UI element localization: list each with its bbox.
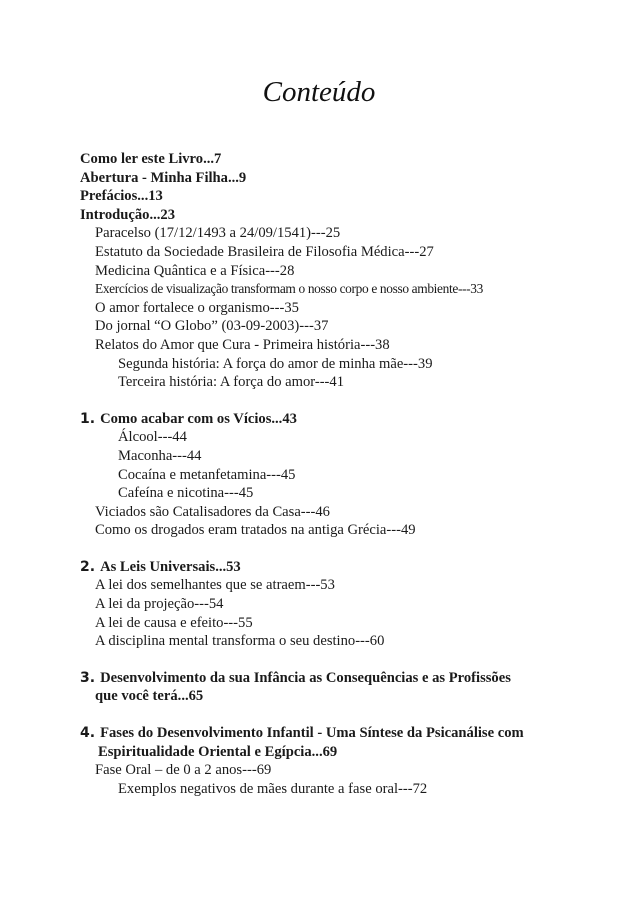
chapter-3-heading (80, 669, 600, 688)
toc-subentry: Como os drogados eram tratados na antiga Grécia---49 (95, 522, 416, 539)
chapter-number: 4. (80, 725, 96, 742)
toc-subentry: Estatuto da Sociedade Brasileira de Filosofia Médica---27 (95, 243, 434, 260)
toc-entry-opening: Abertura - Minha Filha...9 (80, 169, 247, 186)
toc-subentry: Relatos do Amor que Cura - Primeira história---38 (95, 336, 390, 353)
chapter-number: 3. (80, 669, 96, 686)
toc-subentry: Viciados são Catalisadores da Casa---46 (95, 503, 330, 520)
toc-subentry: Do jornal “O Globo” (03-09-2003)---37 (95, 318, 329, 335)
toc-subsubentry: Exemplos negativos de mães durante a fase oral---72 (118, 780, 428, 797)
toc-subsubentry: Cocaína e metanfetamina---45 (118, 466, 296, 483)
toc-subentry: Medicina Quântica e a Física---28 (95, 262, 295, 279)
page-title: Conteúdo (262, 76, 376, 108)
toc-subentry: A lei dos semelhantes que se atraem---53 (95, 577, 335, 594)
toc-subentry: A lei de causa e efeito---55 (95, 614, 253, 631)
chapter-3-title-continuation: que você terá...65 (95, 688, 204, 705)
toc-subentry: A disciplina mental transforma o seu destino---60 (95, 633, 385, 650)
chapter-title: Como acabar com os Vícios...43 (100, 410, 297, 427)
chapter-title: Fases do Desenvolvimento Infantil - Uma Síntese da Psicanálise com (100, 725, 524, 742)
toc-subentry: O amor fortalece o organismo---35 (95, 299, 299, 316)
chapter-number: 1. (80, 410, 96, 427)
chapter-number: 2. (80, 558, 96, 575)
toc-subsubentry: Maconha---44 (118, 447, 202, 464)
table-of-contents (80, 150, 600, 798)
toc-subsubentry: Segunda história: A força do amor de minha mãe---39 (118, 355, 433, 372)
toc-subsubentry: Terceira história: A força do amor---41 (118, 374, 345, 391)
toc-subsubentry: Cafeína e nicotina---45 (118, 485, 254, 502)
toc-subentry: Exercícios de visualização transformam o nosso corpo e nosso ambiente---33 (95, 281, 483, 297)
chapter-title: As Leis Universais...53 (100, 558, 241, 575)
toc-subentry: Fase Oral – de 0 a 2 anos---69 (95, 762, 272, 779)
chapter-1-heading (80, 410, 600, 429)
chapter-4-heading (80, 724, 600, 743)
toc-entry-introduction: Introdução...23 (80, 206, 176, 223)
chapter-2-heading (80, 558, 600, 577)
toc-subentry: A lei da projeção---54 (95, 596, 224, 613)
chapter-4-title-continuation: Espiritualidade Oriental e Egípcia...69 (98, 743, 338, 760)
toc-entry-prefaces: Prefácios...13 (80, 188, 163, 205)
toc-entry-how-to-read: Como ler este Livro...7 (80, 151, 222, 167)
toc-subentry: Paracelso (17/12/1493 a 24/09/1541)---25 (95, 225, 341, 242)
toc-subsubentry: Álcool---44 (118, 429, 187, 446)
chapter-title: Desenvolvimento da sua Infância as Consequências e as Profissões (100, 669, 511, 686)
